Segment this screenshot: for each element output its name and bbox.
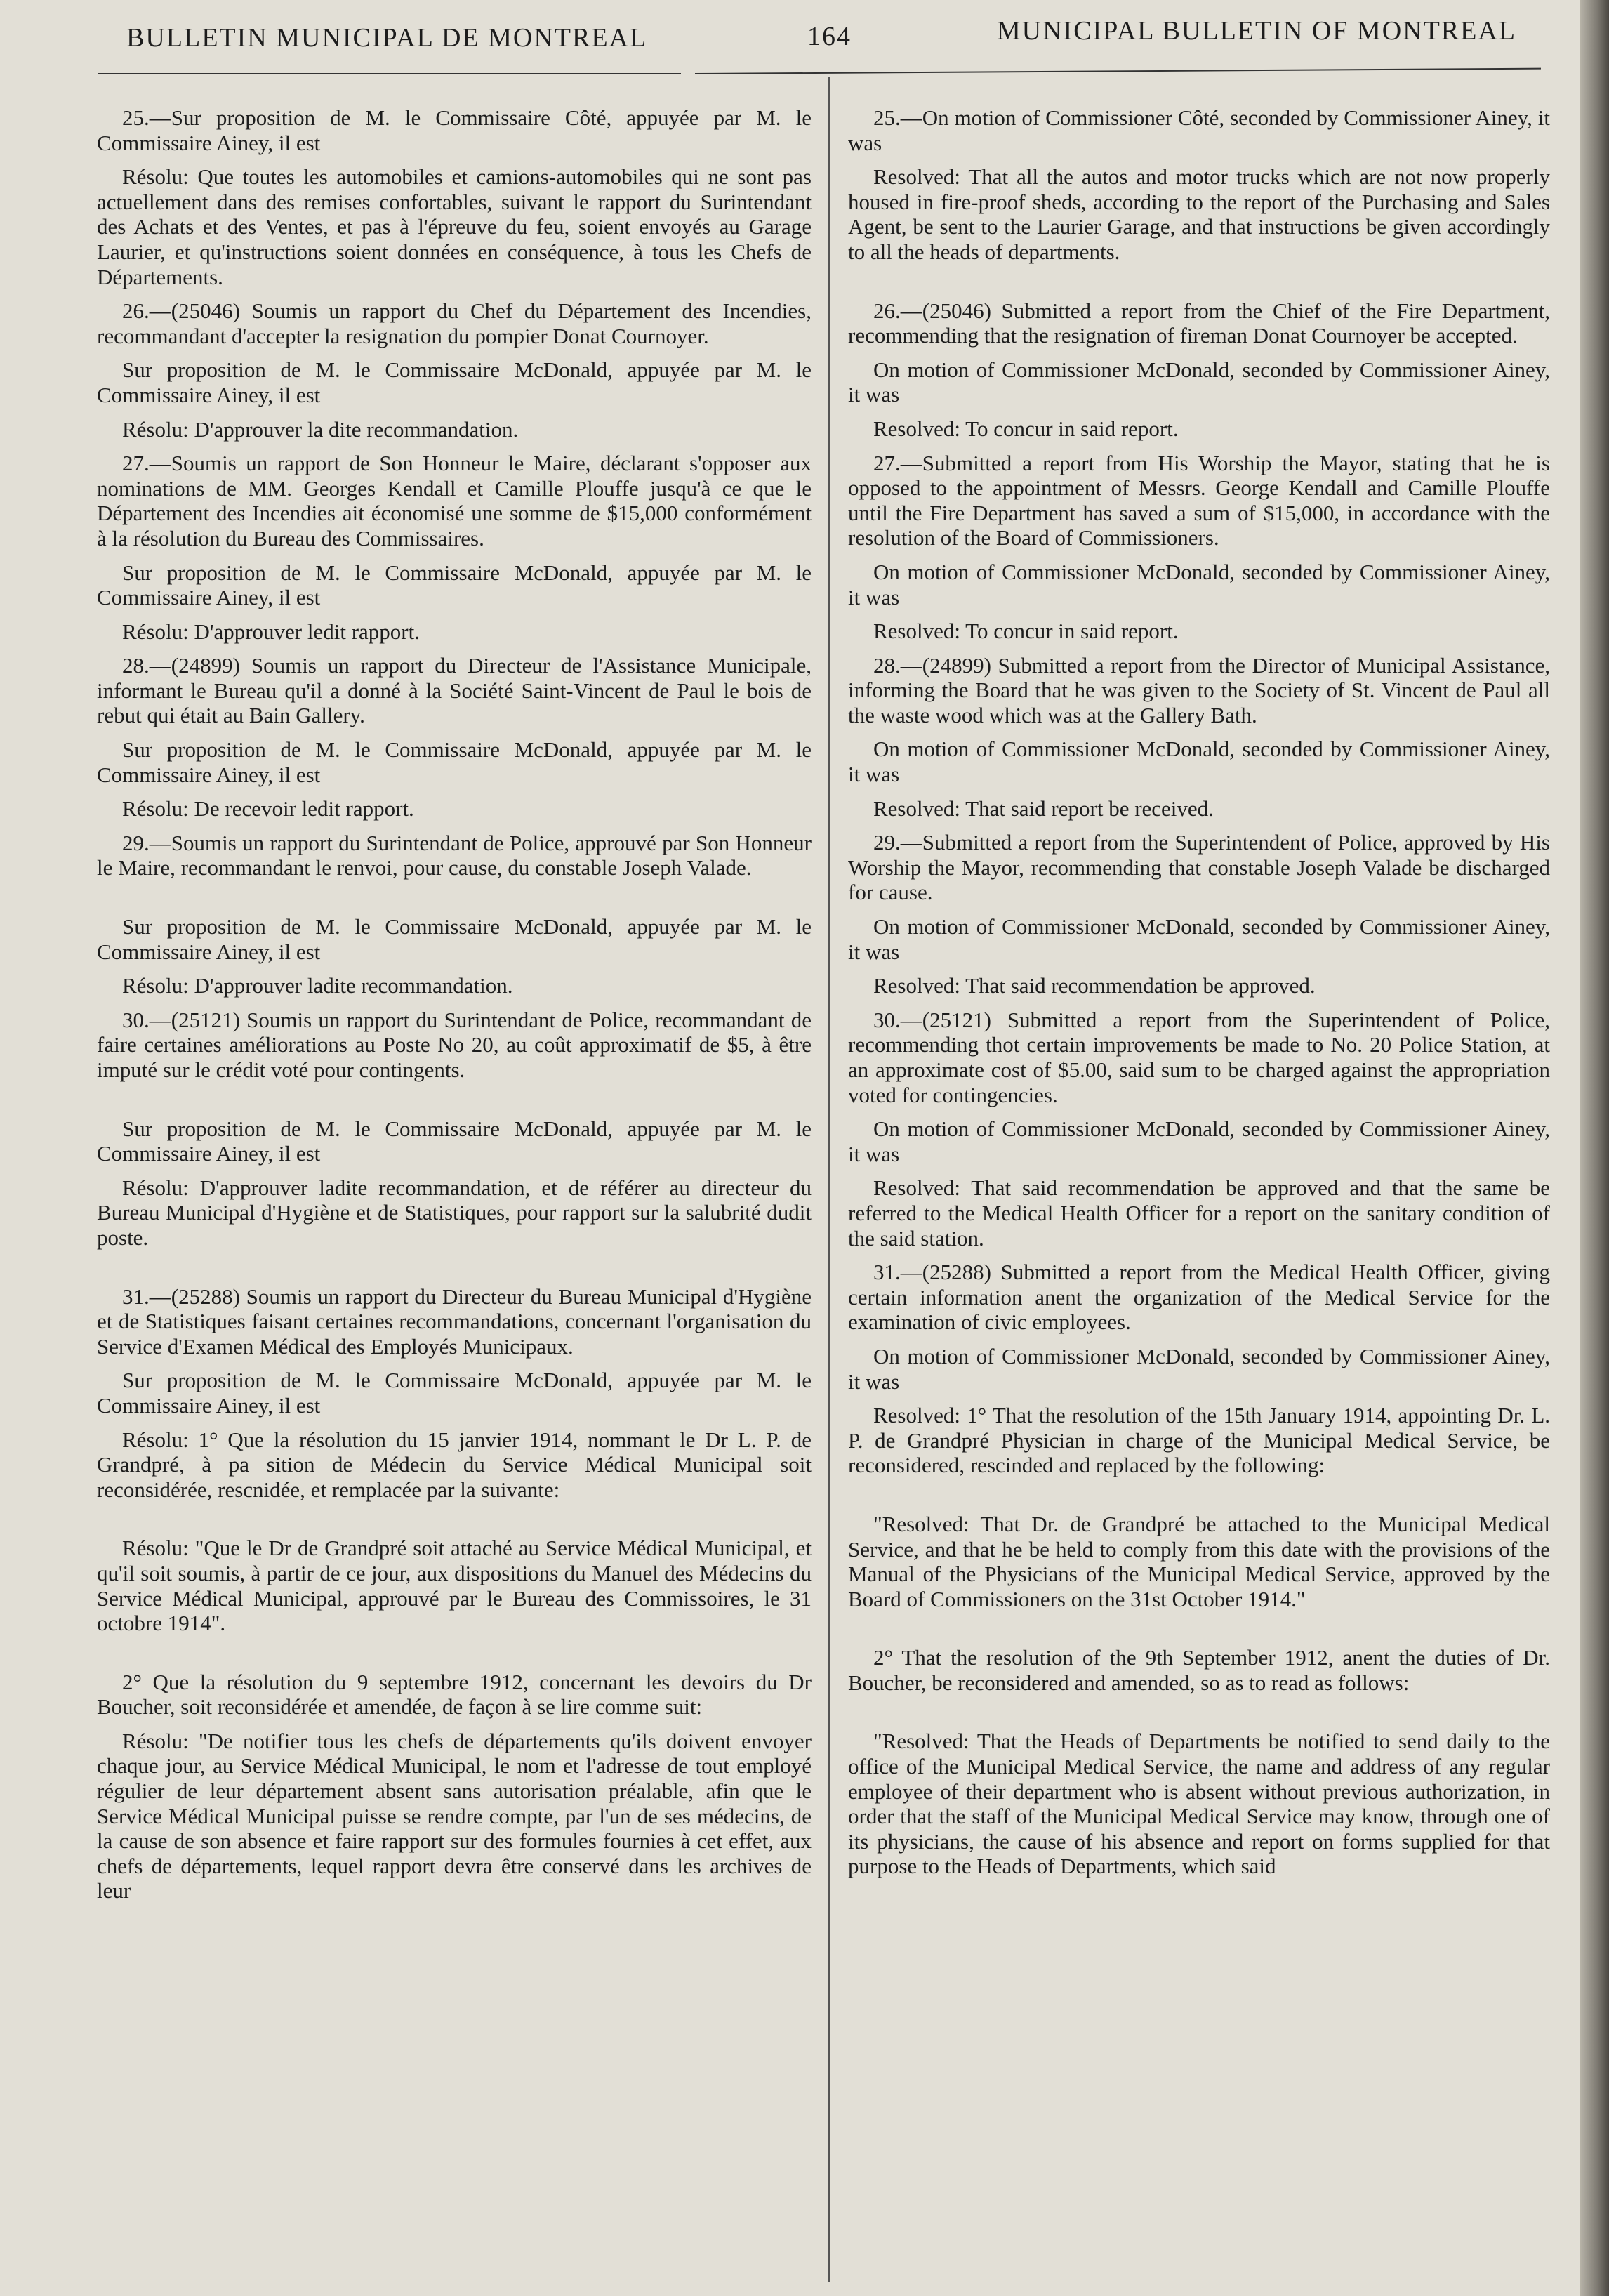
paragraph: Sur proposition de M. le Commissaire McDonald, appuyée par M. le Commissaire Ainey, il est bbox=[97, 1116, 812, 1166]
paragraph: 25.—On motion of Commissioner Côté, seconded by Commissioner Ainey, it was bbox=[848, 105, 1550, 155]
paragraph: Resolved: To concur in said report. bbox=[873, 619, 1179, 644]
header-rule-right bbox=[695, 68, 1541, 74]
paragraph: On motion of Commissioner McDonald, seconded by Commissioner Ainey, it was bbox=[848, 914, 1550, 964]
paragraph: On motion of Commissioner McDonald, seconded by Commissioner Ainey, it was bbox=[848, 559, 1550, 609]
paragraph: 26.—(25046) Submitted a report from the Chief of the Fire Department, recommending that the resignation of fireman Donat Cournoyer be accepted. bbox=[848, 298, 1550, 348]
paragraph: Résolu: "De notifier tous les chefs de départements qu'ils doivent envoyer chaque jour, au Service Médical Municipal, le nom et l'adresse de tout employé régulier de leur département absent sans autorisation préalable, afin que le Service Médical Municipal puisse se rendre compte, par l'un de ses médecins, de la cause de son absence et faire rapport sur des formules fournies à cet effet, aux chefs de départements, lequel rapport devra être conservé dans les archives de leur bbox=[97, 1728, 812, 1904]
paragraph: 31.—(25288) Submitted a report from the Medical Health Officer, giving certain information anent the organization of the Medical Service for the examination of civic employees. bbox=[848, 1260, 1550, 1335]
paragraph: Sur proposition de M. le Commissaire McDonald, appuyée par M. le Commissaire Ainey, il est bbox=[97, 737, 812, 787]
paragraph: On motion of Commissioner McDonald, seconded by Commissioner Ainey, it was bbox=[848, 737, 1550, 787]
paragraph: Résolu: D'approuver la dite recommandation. bbox=[122, 416, 519, 442]
paragraph: On motion of Commissioner McDonald, seconded by Commissioner Ainey, it was bbox=[848, 1116, 1550, 1166]
paragraph: Resolved: To concur in said report. bbox=[873, 416, 1179, 441]
paragraph: 29.—Soumis un rapport du Surintendant de Police, approuvé par Son Honneur le Maire, recommandant le renvoi, pour cause, du constable Joseph Valade. bbox=[97, 830, 812, 880]
paragraph: 25.—Sur proposition de M. le Commissaire Côté, appuyée par M. le Commissaire Ainey, il est bbox=[97, 105, 812, 155]
paragraph: Résolu: 1° Que la résolution du 15 janvier 1914, nommant le Dr L. P. de Grandpré, à pa sition de Médecin du Service Médical Municipal soit reconsidérée, rescnidée, et remplacée par la suivante: bbox=[97, 1427, 812, 1502]
paragraph: 29.—Submitted a report from the Superintendent of Police, approved by His Worship the Mayor, recommending that constable Joseph Valade be discharged for cause. bbox=[848, 830, 1550, 905]
header-french-title: BULLETIN MUNICIPAL DE MONTREAL bbox=[126, 23, 648, 53]
paragraph: Sur proposition de M. le Commissaire McDonald, appuyée par M. le Commissaire Ainey, il est bbox=[97, 357, 812, 407]
paragraph: 28.—(24899) Submitted a report from the Director of Municipal Assistance, informing the Board that he was given to the Society of St. Vincent de Paul all the waste wood which was at the Gallery Bath. bbox=[848, 652, 1550, 727]
paragraph: Resolved: 1° That the resolution of the 15th January 1914, appointing Dr. L. P. de Grandpré Physician in charge of the Municipal Medical Service, be reconsidered, rescinded and replaced by the following: bbox=[848, 1403, 1550, 1478]
paragraph: "Resolved: That the Heads of Departments be notified to send daily to the office of the Municipal Medical Service, the name and address of any regular employee of their department who is absent without previous authorization, in order that the staff of the Municipal Medical Service may know, through one of its physicians, the cause of his absence and report on forms supplied for that purpose to the Heads of Departments, which said bbox=[848, 1729, 1550, 1879]
paragraph: 2° Que la résolution du 9 septembre 1912, concernant les devoirs du Dr Boucher, soit reconsidérée et amendée, de façon à se lire comme suit: bbox=[97, 1669, 812, 1720]
paragraph: Résolu: D'approuver ladite recommandation. bbox=[122, 973, 513, 998]
paragraph: Resolved: That all the autos and motor trucks which are not now properly housed in fire-proof sheds, according to the report of the Purchasing and Sales Agent, be sent to the Laurier Garage, and that instructions be given accordingly to all the heads of departments. bbox=[848, 164, 1550, 264]
paragraph: Résolu: D'approuver ladite recommandation, et de référer au directeur du Bureau Municipal d'Hygiène et de Statistiques, pour rapport sur la salubrité dudit poste. bbox=[97, 1175, 812, 1250]
header-english-title: MUNICIPAL BULLETIN OF MONTREAL bbox=[996, 16, 1516, 46]
paragraph: "Resolved: That Dr. de Grandpré be attached to the Municipal Medical Service, and that he be held to comply from this date with the provisions of the Manual of the Physicians of the Municipal Medical Service, approved by the Board of Commissioners on the 31st October 1914." bbox=[848, 1511, 1550, 1611]
paragraph: 30.—(25121) Soumis un rapport du Surintendant de Police, recommandant de faire certaines améliorations au Poste No 20, au coût approximatif de $5, à être imputé sur le crédit voté pour contingents. bbox=[97, 1007, 812, 1082]
page-number: 164 bbox=[807, 22, 852, 51]
paragraph: Sur proposition de M. le Commissaire McDonald, appuyée par M. le Commissaire Ainey, il est bbox=[97, 914, 812, 964]
page-header bbox=[126, 10, 1516, 59]
paragraph: Resolved: That said report be received. bbox=[873, 796, 1214, 821]
paragraph: Résolu: De recevoir ledit rapport. bbox=[122, 796, 414, 822]
paragraph: 31.—(25288) Soumis un rapport du Directeur du Bureau Municipal d'Hygiène et de Statistiques faisant certaines recommandations, concernant l'organisation du Service d'Examen Médical des Employés Municipaux. bbox=[97, 1284, 812, 1359]
paragraph: Resolved: That said recommendation be approved. bbox=[873, 973, 1316, 998]
paragraph: On motion of Commissioner McDonald, seconded by Commissioner Ainey, it was bbox=[848, 357, 1550, 407]
paragraph: Résolu: "Que le Dr de Grandpré soit attaché au Service Médical Municipal, et qu'il soit soumis, à partir de ce jour, aux dispositions du Manuel des Médecins du Service Médical Municipal, approuvé par le Bureau des Commissoires, le 31 octobre 1914". bbox=[97, 1536, 812, 1636]
paragraph: Résolu: D'approuver ledit rapport. bbox=[122, 619, 420, 644]
header-rule-left bbox=[98, 73, 681, 74]
paragraph: On motion of Commissioner McDonald, seconded by Commissioner Ainey, it was bbox=[848, 1343, 1550, 1394]
paragraph: Résolu: Que toutes les automobiles et camions-automobiles qui ne sont pas actuellement dans des remises confortables, suivant le rapport du Surintendant des Achats et des Ventes, et pas à l'épreuve du feu, soient envoyés au Garage Laurier, et qu'instructions soient données en conséquence, à tous les Chefs de Départements. bbox=[97, 164, 812, 289]
paragraph: Sur proposition de M. le Commissaire McDonald, appuyée par M. le Commissaire Ainey, il est bbox=[97, 560, 812, 610]
paragraph: 30.—(25121) Submitted a report from the Superintendent of Police, recommending thot certain improvements be made to No. 20 Police Station, at an approximate cost of $5.00, said sum to be charged against the appropriation voted for contingencies. bbox=[848, 1007, 1550, 1107]
paragraph: 2° That the resolution of the 9th September 1912, anent the duties of Dr. Boucher, be reconsidered and amended, so as to read as follows: bbox=[848, 1645, 1550, 1695]
paragraph: 28.—(24899) Soumis un rapport du Directeur de l'Assistance Municipale, informant le Bureau qu'il a donné à la Société Saint-Vincent de Paul le bois de rebut qui était au Bain Gallery. bbox=[97, 653, 812, 728]
english-column bbox=[848, 105, 1550, 1888]
column-divider bbox=[828, 77, 830, 2282]
paragraph: Resolved: That said recommendation be approved and that the same be referred to the Medical Health Officer for a report on the sanitary condition of the said station. bbox=[848, 1175, 1550, 1251]
french-column bbox=[97, 105, 812, 1913]
page-edge-shadow bbox=[1580, 0, 1609, 2296]
paragraph: 26.—(25046) Soumis un rapport du Chef du Département des Incendies, recommandant d'accepter la resignation du pompier Donat Cournoyer. bbox=[97, 298, 812, 348]
paragraph: 27.—Soumis un rapport de Son Honneur le Maire, déclarant s'opposer aux nominations de MM. Georges Kendall et Camille Plouffe jusqu'à ce que le Département des Incendies ait économisé une somme de $15,000 conformément à la résolution du Bureau des Commissaires. bbox=[97, 451, 812, 550]
paragraph: 27.—Submitted a report from His Worship the Mayor, stating that he is opposed to the appointment of Messrs. George Kendall and Camille Plouffe until the Fire Department has saved a sum of $15,000, in accordance with the resolution of the Board of Commissioners. bbox=[848, 450, 1550, 550]
paragraph: Sur proposition de M. le Commissaire McDonald, appuyée par M. le Commissaire Ainey, il est bbox=[97, 1368, 812, 1418]
